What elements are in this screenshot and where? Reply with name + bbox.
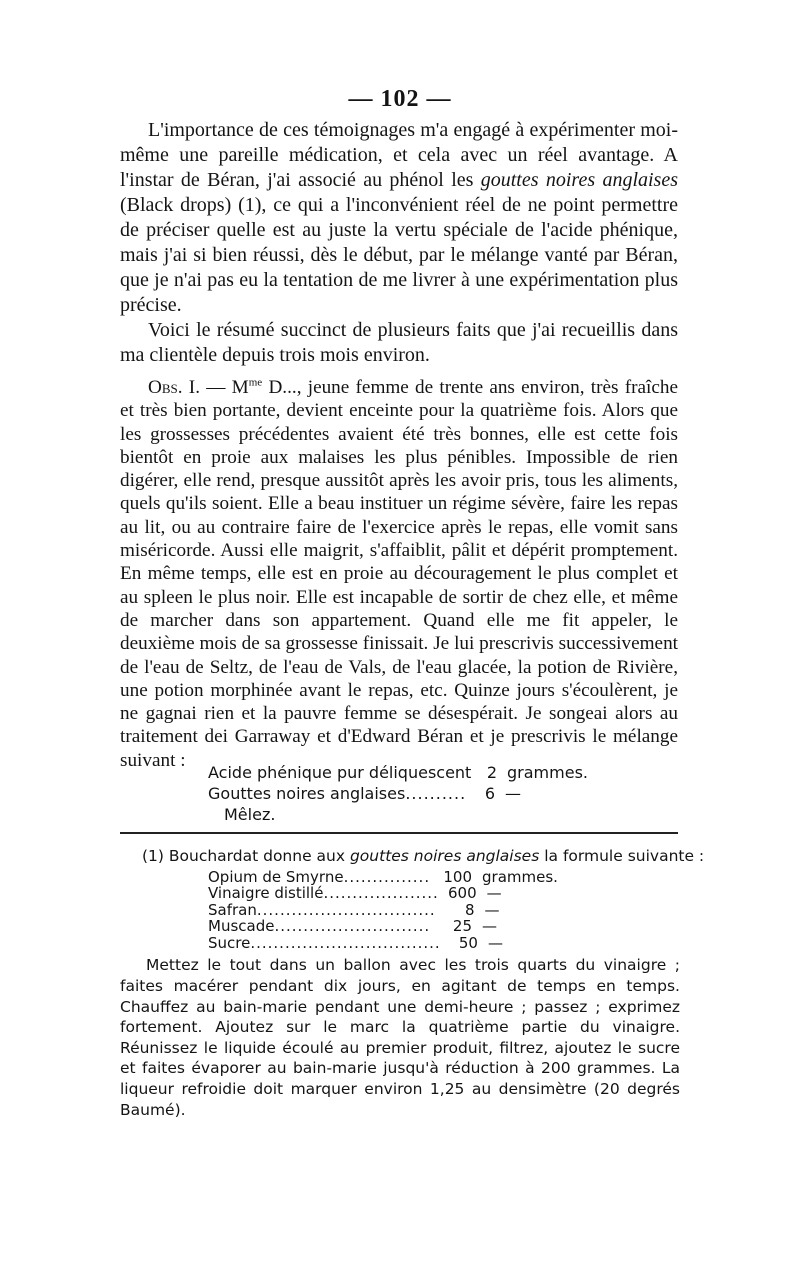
prescription-row <box>208 783 588 804</box>
paragraph-2: Voici le résumé succinct de plusieurs faits que j'ai recueillis dans ma clientèle depuis trois mois environ. <box>120 319 678 366</box>
formula-quantity: 600 <box>448 884 477 903</box>
formula-unit: grammes. <box>482 867 558 886</box>
ingredient-quantity: 2 <box>486 763 498 782</box>
formula-quantity: 50 <box>458 933 478 952</box>
formula-ingredient: Safran <box>208 900 257 919</box>
prescription-row <box>208 762 588 783</box>
paragraph-1-text: L'importance de ces témoignages m'a engagé à expérimenter moi-même une pareille médication, et cela avec un réel avantage. A l'instar de Béran, j'ai associé au phénol les <box>120 119 678 191</box>
formula-unit: — <box>484 900 500 919</box>
observation-paragraph <box>120 376 678 772</box>
formula-row <box>208 935 568 952</box>
ingredient-unit: — <box>505 784 522 803</box>
leader-dots: ........................... <box>274 917 431 936</box>
formula-row <box>208 885 568 902</box>
leader-dots: .......... <box>405 784 467 803</box>
formula-quantity: 25 <box>452 917 472 936</box>
footnote-intro <box>120 846 705 867</box>
leader-dots: .................... <box>323 884 439 903</box>
formula-row <box>208 902 568 919</box>
leader-dots: ............................... <box>256 900 436 919</box>
formula-row <box>208 869 568 886</box>
observation-superscript: me <box>248 376 263 389</box>
leader-dots: ............... <box>343 867 431 886</box>
formula-ingredient: Vinaigre distillé <box>208 884 324 903</box>
formula-row <box>208 918 568 935</box>
ingredient-unit: grammes. <box>507 763 588 782</box>
formula-unit: — <box>487 933 503 952</box>
observation-text: D..., jeune femme de trente ans environ, très fraîche et très bien portante, devient enceinte pour la quatrième fois. Alors que les grossesses précédentes avaient été très bonnes, elle est cette fois bientôt en proie aux malaises les plus pénibles. Impossible de rien digérer, elle rend, presque aussitôt après les avoir pris, tous les aliments, quels qu'ils soient. Elle a beau instituer un régime sévère, faire les repas au lit, ou au contraire faire de l'exercice après le repas, elle vomit sans miséricorde. Aussi elle maigrit, s'affaiblit, pâlit et dépérit promptement. En même temps, elle est en proie au découragement le plus complet et au spleen le plus noir. Elle est incapable de sortir de chez elle, et même de marcher dans son appartement. Quand elle me fit appeler, le deuxième mois de sa grossesse finissait. Je lui prescrivis successivement de l'eau de Seltz, de l'eau de Vals, de l'eau glacée, la potion de Rivière, une potion morphinée avant le repas, etc. Quinze jours s'écoulèrent, je ne gagnai rien et la pauvre femme se désespérait. Je songeai alors au traitement dei Garraway et d'Edward Béran et je prescrivis le mélange suivant : <box>120 377 679 771</box>
paragraph-1 <box>120 118 678 318</box>
page-number: — 102 — <box>348 86 452 112</box>
main-text <box>120 118 678 772</box>
formula-quantity: 8 <box>464 900 475 919</box>
footnote-intro-italic: gouttes noires anglaises <box>349 847 540 865</box>
formula-ingredient: Opium de Smyrne <box>208 867 344 886</box>
formula-unit: — <box>482 917 497 936</box>
paragraph-1-italic: gouttes noires anglaises <box>480 169 678 191</box>
formula-table <box>208 869 568 952</box>
ingredient-name: Gouttes noires anglaises <box>208 784 406 803</box>
formula-ingredient: Sucre <box>208 933 251 952</box>
footnote-intro-end: la formule suivante : <box>539 847 705 865</box>
melez-instruction: Mêlez. <box>224 805 276 824</box>
footnote <box>120 846 705 1120</box>
ingredient-name: Acide phénique pur déliquescent <box>208 763 472 782</box>
formula-ingredient: Muscade <box>208 917 275 936</box>
paragraph-1-text-end: (Black drops) (1), ce qui a l'inconvénient réel de ne point permettre de préciser quelle est au juste la vertu spéciale de l'acide phénique, mais j'ai si bien réussi, dès le début, par le mélange vanté par Béran, que je n'ai pas eu la tentation de me livrer à une expérimentation plus précise. <box>120 194 678 316</box>
formula-quantity: 100 <box>443 867 472 886</box>
formula-unit: — <box>486 884 502 903</box>
observation-label: Obs. I. <box>148 377 200 398</box>
footnote-text: Mettez le tout dans un ballon avec les trois quarts du vinaigre ; faites macérer pendant dix jours, en agitant de temps en temps. Chauffez au bain-marie pendant une demi-heure ; passez ; exprimez fortement. Ajoutez sur le marc la quatrième partie du vinaigre. Réunissez le liquide écoulé au premier produit, filtrez, ajoutez le sucre et faites évaporer au bain-marie jusqu'à réduction à 200 grammes. La liqueur refroidie doit marquer environ 1,25 au densimètre (20 degrés Baumé). <box>120 956 680 1119</box>
ingredient-quantity: 6 <box>484 784 496 803</box>
footnote-intro-text: (1) Bouchardat donne aux <box>142 847 350 865</box>
prescription <box>208 762 588 825</box>
observation-dash: — M <box>200 377 249 398</box>
leader-dots: ................................. <box>250 933 441 952</box>
footnote-divider <box>120 832 678 834</box>
